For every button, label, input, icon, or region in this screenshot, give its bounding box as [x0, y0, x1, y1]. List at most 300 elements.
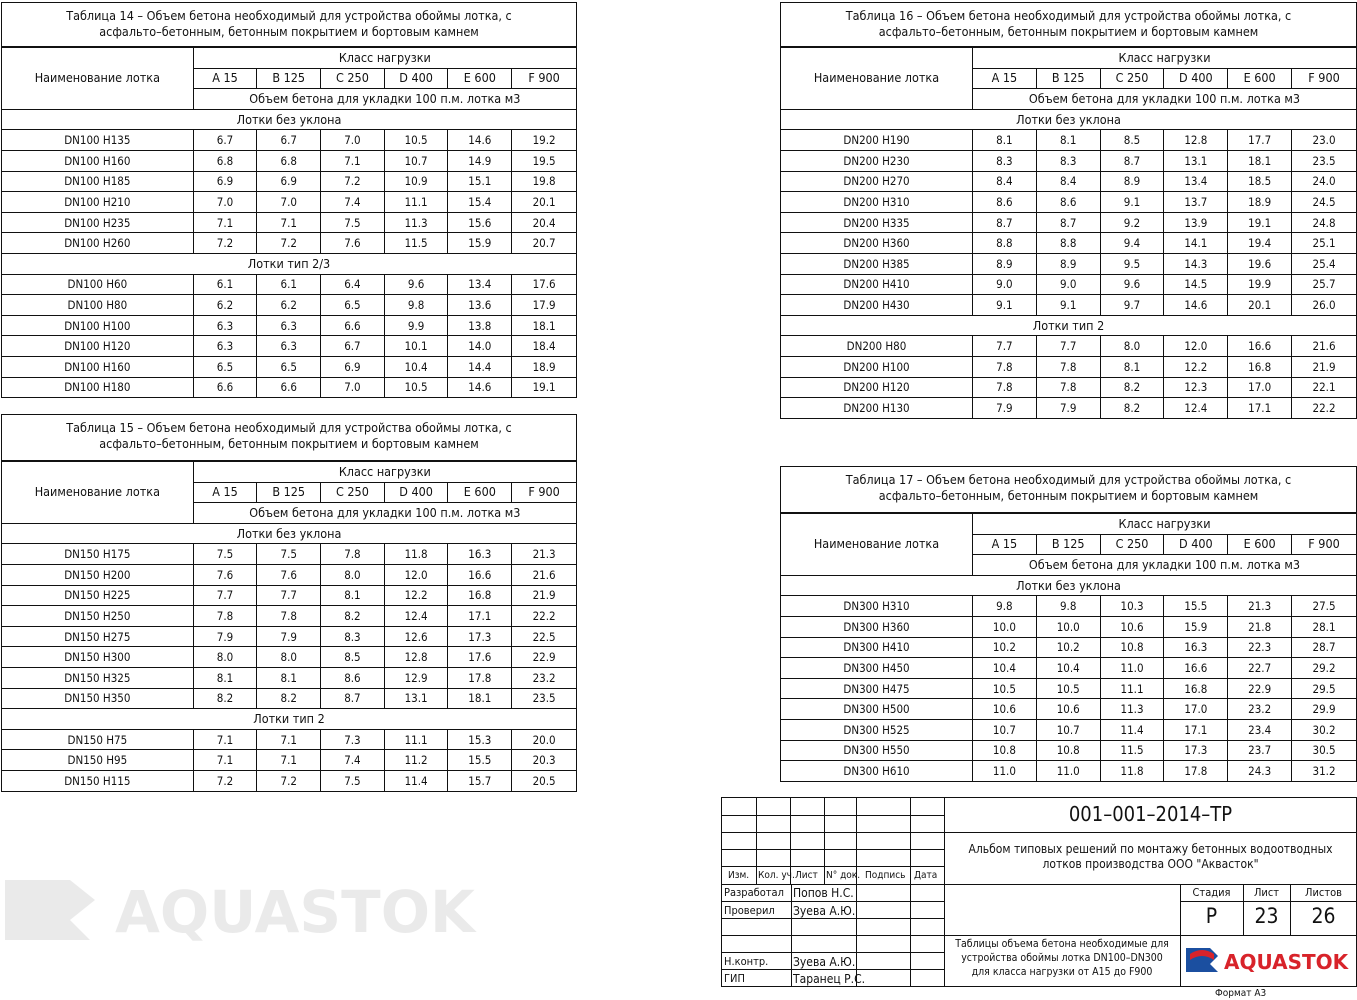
volume-cell: 12.4	[384, 606, 448, 627]
volume-cell: 6.3	[193, 315, 257, 336]
volume-cell: 24.8	[1292, 212, 1356, 233]
table-row	[781, 637, 1356, 658]
class-cell: C 250	[321, 482, 385, 503]
volume-cell: 18.5	[1228, 171, 1292, 192]
volume-cell: 14.6	[448, 377, 512, 397]
tray-name-cell: DN100 H80	[2, 295, 193, 316]
tray-name-cell: DN200 H100	[781, 356, 972, 377]
volume-cell: 10.6	[972, 699, 1036, 720]
tray-name-cell: DN150 H300	[2, 647, 193, 668]
name-checker: Зуева А.Ю.	[793, 904, 856, 918]
volume-cell: 10.0	[1036, 616, 1100, 637]
volume-cell: 23.2	[512, 667, 576, 688]
volume-cell: 7.8	[972, 356, 1036, 377]
volume-cell: 7.0	[257, 192, 321, 213]
volume-cell: 7.1	[257, 212, 321, 233]
volume-cell: 16.8	[1164, 678, 1228, 699]
volume-cell: 8.3	[972, 150, 1036, 171]
volume-cell: 7.1	[257, 750, 321, 771]
volume-cell: 6.3	[257, 336, 321, 357]
tray-name-cell: DN150 H200	[2, 564, 193, 585]
volume-cell: 12.2	[384, 585, 448, 606]
table-row	[2, 750, 576, 771]
volume-cell: 6.3	[193, 336, 257, 357]
class-cell: E 600	[448, 482, 512, 503]
volume-cell: 7.9	[257, 626, 321, 647]
volume-cell: 10.5	[1036, 678, 1100, 699]
class-cell: A 15	[972, 68, 1036, 89]
volume-cell: 6.4	[321, 274, 385, 295]
tray-name-cell: DN200 H130	[781, 398, 972, 418]
album-title-line2: лотков производства ООО "Аквасток"	[1042, 857, 1259, 871]
tray-name-cell: DN150 H350	[2, 688, 193, 709]
volume-cell: 16.8	[1228, 356, 1292, 377]
sheet-value: 23	[1254, 904, 1279, 928]
tray-name-cell: DN100 H160	[2, 356, 193, 377]
volume-cell: 6.3	[257, 315, 321, 336]
table-row	[781, 171, 1356, 192]
volume-cell: 14.5	[1164, 274, 1228, 295]
table-body	[2, 461, 576, 791]
sheet-label: Лист	[1253, 886, 1280, 899]
volume-cell: 8.6	[972, 192, 1036, 213]
tray-name-cell: DN150 H175	[2, 544, 193, 565]
table-row	[2, 626, 576, 647]
name-header: Наименование лотка	[2, 462, 193, 524]
volume-cell: 16.6	[1228, 336, 1292, 357]
volume-cell: 10.7	[972, 719, 1036, 740]
tray-name-cell: DN100 H260	[2, 233, 193, 254]
tray-name-cell: DN300 H550	[781, 740, 972, 761]
volume-cell: 7.7	[1036, 336, 1100, 357]
tray-name-cell: DN200 H120	[781, 377, 972, 398]
table-row	[781, 719, 1356, 740]
volume-cell: 8.3	[321, 626, 385, 647]
tray-name-cell: DN300 H525	[781, 719, 972, 740]
sheet-description-line3: для класса нагрузки от А15 до F900	[971, 966, 1153, 978]
volume-cell: 22.2	[1292, 398, 1356, 418]
class-cell: D 400	[1164, 534, 1228, 555]
table-row	[2, 130, 576, 151]
section-label: Лотки тип 2	[781, 315, 1356, 336]
table-row	[781, 233, 1356, 254]
volume-cell: 6.6	[193, 377, 257, 397]
sheet-description-line1: Таблицы объема бетона необходимые для	[955, 938, 1169, 950]
col-ndok: N° док.	[826, 870, 861, 881]
volume-cell: 10.8	[972, 740, 1036, 761]
volume-cell: 8.7	[972, 212, 1036, 233]
table-row	[2, 150, 576, 171]
section-label: Лотки без уклона	[2, 109, 576, 130]
volume-cell: 7.5	[193, 544, 257, 565]
volume-cell: 9.1	[1036, 295, 1100, 316]
volume-cell: 10.1	[384, 336, 448, 357]
volume-cell: 16.6	[1164, 658, 1228, 679]
tray-name-cell: DN150 H225	[2, 585, 193, 606]
table-row	[781, 356, 1356, 377]
role-checker: Проверил	[724, 904, 775, 917]
volume-cell: 7.7	[193, 585, 257, 606]
volume-cell: 29.9	[1292, 699, 1356, 720]
volume-cell: 9.5	[1100, 253, 1164, 274]
volume-cell: 14.0	[448, 336, 512, 357]
volume-cell: 8.4	[1036, 171, 1100, 192]
volume-cell: 21.9	[512, 585, 576, 606]
sheet-description-line2: устройства обоймы лотка DN100–DN300	[961, 952, 1163, 964]
volume-cell: 6.5	[321, 295, 385, 316]
volume-cell: 7.8	[1036, 356, 1100, 377]
tray-name-cell: DN300 H360	[781, 616, 972, 637]
volume-cell: 13.6	[448, 295, 512, 316]
volume-cell: 8.5	[1100, 130, 1164, 151]
volume-cell: 16.3	[448, 544, 512, 565]
volume-cell: 11.5	[384, 233, 448, 254]
volume-cell: 19.9	[1228, 274, 1292, 295]
table-row	[2, 377, 576, 397]
table-row	[2, 585, 576, 606]
volume-cell: 19.4	[1228, 233, 1292, 254]
role-developer: Разработал	[724, 886, 784, 899]
section-row	[2, 253, 576, 274]
volume-cell: 10.7	[1036, 719, 1100, 740]
table-row	[781, 130, 1356, 151]
class-cell: B 125	[257, 482, 321, 503]
volume-cell: 7.8	[321, 544, 385, 565]
volume-cell: 11.1	[384, 729, 448, 750]
volume-cell: 8.1	[1100, 356, 1164, 377]
album-title-line1: Альбом типовых решений по монтажу бетонных водоотводных	[968, 842, 1333, 856]
volume-cell: 6.7	[193, 130, 257, 151]
section-row	[781, 575, 1356, 596]
volume-cell: 8.0	[193, 647, 257, 668]
volume-cell: 15.5	[448, 750, 512, 771]
volume-cell: 10.4	[384, 356, 448, 377]
table-row	[2, 171, 576, 192]
volume-cell: 12.2	[1164, 356, 1228, 377]
volume-cell: 7.2	[193, 233, 257, 254]
volume-cell: 17.1	[1228, 398, 1292, 418]
volume-cell: 25.1	[1292, 233, 1356, 254]
volume-cell: 8.1	[1036, 130, 1100, 151]
volume-cell: 11.1	[1100, 678, 1164, 699]
tray-name-cell: DN200 H230	[781, 150, 972, 171]
volume-cell: 7.0	[321, 130, 385, 151]
volume-cell: 6.5	[193, 356, 257, 377]
volume-cell: 9.0	[972, 274, 1036, 295]
volume-cell: 17.8	[1164, 761, 1228, 781]
volume-cell: 6.9	[193, 171, 257, 192]
tray-name-cell: DN200 H80	[781, 336, 972, 357]
volume-cell: 7.5	[257, 544, 321, 565]
col-data: Дата	[914, 870, 938, 881]
name-header: Наименование лотка	[781, 48, 972, 110]
volume-cell: 6.7	[321, 336, 385, 357]
table-row	[2, 688, 576, 709]
stage-value: Р	[1205, 904, 1218, 928]
volume-cell: 22.9	[512, 647, 576, 668]
volume-cell: 7.8	[1036, 377, 1100, 398]
volume-cell: 8.9	[1100, 171, 1164, 192]
volume-cell: 13.7	[1164, 192, 1228, 213]
volume-cell: 11.8	[1100, 761, 1164, 781]
volume-cell: 6.1	[257, 274, 321, 295]
section-label: Лотки без уклона	[2, 523, 576, 544]
tray-name-cell: DN300 H410	[781, 637, 972, 658]
tray-name-cell: DN150 H115	[2, 770, 193, 790]
table-row	[2, 274, 576, 295]
volume-cell: 22.5	[512, 626, 576, 647]
section-row	[781, 315, 1356, 336]
volume-cell: 21.9	[1292, 356, 1356, 377]
header-row	[781, 514, 1356, 535]
tray-name-cell: DN150 H275	[2, 626, 193, 647]
volume-cell: 23.0	[1292, 130, 1356, 151]
class-cell: C 250	[1100, 68, 1164, 89]
volume-cell: 16.3	[1164, 637, 1228, 658]
class-cell: E 600	[1228, 68, 1292, 89]
class-cell: F 900	[1292, 68, 1356, 89]
class-cell: F 900	[1292, 534, 1356, 555]
section-label: Лотки без уклона	[781, 575, 1356, 596]
volume-cell: 11.2	[384, 750, 448, 771]
volume-cell: 10.0	[972, 616, 1036, 637]
volume-cell: 8.7	[1036, 212, 1100, 233]
sheets-value: 26	[1311, 904, 1336, 928]
volume-cell: 17.1	[448, 606, 512, 627]
volume-cell: 7.2	[257, 770, 321, 790]
volume-cell: 19.2	[512, 130, 576, 151]
volume-cell: 14.6	[1164, 295, 1228, 316]
table-row	[2, 212, 576, 233]
table-row	[2, 729, 576, 750]
volume-header: Объем бетона для укладки 100 п.м. лотка м3	[972, 89, 1356, 110]
role-gip: ГИП	[724, 972, 745, 985]
volume-cell: 18.1	[448, 688, 512, 709]
tray-name-cell: DN200 H270	[781, 171, 972, 192]
volume-cell: 17.0	[1228, 377, 1292, 398]
volume-cell: 6.8	[257, 150, 321, 171]
section-row	[2, 523, 576, 544]
class-cell: E 600	[1228, 534, 1292, 555]
volume-cell: 9.1	[972, 295, 1036, 316]
tray-name-cell: DN150 H250	[2, 606, 193, 627]
volume-cell: 9.8	[1036, 596, 1100, 617]
volume-cell: 14.3	[1164, 253, 1228, 274]
volume-cell: 21.3	[512, 544, 576, 565]
table-row	[781, 699, 1356, 720]
sheets-label: Листов	[1305, 886, 1342, 899]
volume-cell: 19.1	[512, 377, 576, 397]
section-row	[781, 109, 1356, 130]
volume-cell: 17.3	[1164, 740, 1228, 761]
volume-cell: 8.6	[321, 667, 385, 688]
tray-name-cell: DN100 H120	[2, 336, 193, 357]
svg-text:AQUASTOK: AQUASTOK	[1224, 950, 1349, 974]
volume-cell: 8.7	[1100, 150, 1164, 171]
header-row	[2, 462, 576, 483]
class-cell: D 400	[1164, 68, 1228, 89]
table-row	[2, 356, 576, 377]
volume-cell: 15.5	[1164, 596, 1228, 617]
volume-cell: 7.0	[321, 377, 385, 397]
table-row	[2, 667, 576, 688]
volume-cell: 20.4	[512, 212, 576, 233]
volume-cell: 24.0	[1292, 171, 1356, 192]
class-cell: C 250	[1100, 534, 1164, 555]
volume-cell: 31.2	[1292, 761, 1356, 781]
table-title: Таблица 17 – Объем бетона необходимый для устройства обоймы лотка, с асфальто–бетонным, бетонным покрытием и бортовым камнем	[781, 467, 1356, 513]
role-normcontrol: Н.контр.	[724, 955, 769, 968]
volume-cell: 8.9	[1036, 253, 1100, 274]
table-16	[780, 2, 1357, 419]
tray-name-cell: DN200 H410	[781, 274, 972, 295]
volume-cell: 24.3	[1228, 761, 1292, 781]
table-row	[2, 233, 576, 254]
volume-cell: 20.0	[512, 729, 576, 750]
table-row	[781, 658, 1356, 679]
volume-cell: 9.1	[1100, 192, 1164, 213]
col-kolvo: Кол. уч.	[758, 870, 795, 881]
volume-cell: 19.1	[1228, 212, 1292, 233]
volume-cell: 7.7	[972, 336, 1036, 357]
volume-cell: 8.5	[321, 647, 385, 668]
class-cell: A 15	[972, 534, 1036, 555]
volume-cell: 15.9	[448, 233, 512, 254]
volume-cell: 20.5	[512, 770, 576, 790]
table-row	[781, 253, 1356, 274]
volume-cell: 12.8	[1164, 130, 1228, 151]
tray-name-cell: DN100 H160	[2, 150, 193, 171]
table-title: Таблица 16 – Объем бетона необходимый для устройства обоймы лотка, с асфальто–бетонным, бетонным покрытием и бортовым камнем	[781, 3, 1356, 47]
volume-cell: 15.3	[448, 729, 512, 750]
class-cell: C 250	[321, 68, 385, 89]
class-header: Класс нагрузки	[193, 462, 576, 483]
table-row	[2, 564, 576, 585]
volume-cell: 29.5	[1292, 678, 1356, 699]
volume-cell: 13.1	[1164, 150, 1228, 171]
volume-cell: 22.1	[1292, 377, 1356, 398]
volume-cell: 7.8	[972, 377, 1036, 398]
table-row	[2, 336, 576, 357]
volume-cell: 12.0	[1164, 336, 1228, 357]
volume-cell: 9.4	[1100, 233, 1164, 254]
table-17	[780, 466, 1357, 782]
volume-cell: 30.5	[1292, 740, 1356, 761]
volume-cell: 10.5	[972, 678, 1036, 699]
volume-cell: 13.4	[1164, 171, 1228, 192]
volume-cell: 7.4	[321, 192, 385, 213]
volume-cell: 22.2	[512, 606, 576, 627]
tray-name-cell: DN300 H610	[781, 761, 972, 781]
volume-cell: 10.4	[972, 658, 1036, 679]
volume-cell: 13.4	[448, 274, 512, 295]
tray-name-cell: DN200 H335	[781, 212, 972, 233]
volume-cell: 15.9	[1164, 616, 1228, 637]
tray-name-cell: DN150 H95	[2, 750, 193, 771]
volume-cell: 7.6	[193, 564, 257, 585]
volume-cell: 7.1	[193, 750, 257, 771]
volume-cell: 8.7	[321, 688, 385, 709]
volume-cell: 7.6	[321, 233, 385, 254]
table-body	[781, 513, 1356, 781]
volume-cell: 14.4	[448, 356, 512, 377]
volume-cell: 12.3	[1164, 377, 1228, 398]
table-body	[781, 47, 1356, 418]
volume-cell: 30.2	[1292, 719, 1356, 740]
volume-cell: 8.3	[1036, 150, 1100, 171]
volume-cell: 10.5	[384, 377, 448, 397]
table-row	[2, 192, 576, 213]
tray-name-cell: DN200 H190	[781, 130, 972, 151]
section-row	[2, 709, 576, 730]
volume-cell: 7.0	[193, 192, 257, 213]
volume-cell: 8.2	[1100, 398, 1164, 418]
volume-cell: 11.3	[384, 212, 448, 233]
volume-cell: 8.6	[1036, 192, 1100, 213]
volume-cell: 26.0	[1292, 295, 1356, 316]
volume-cell: 11.5	[1100, 740, 1164, 761]
volume-cell: 21.6	[1292, 336, 1356, 357]
volume-cell: 16.8	[448, 585, 512, 606]
volume-cell: 7.9	[193, 626, 257, 647]
tray-name-cell: DN100 H185	[2, 171, 193, 192]
volume-cell: 18.1	[1228, 150, 1292, 171]
volume-cell: 7.5	[321, 770, 385, 790]
volume-cell: 7.5	[321, 212, 385, 233]
volume-cell: 10.6	[1036, 699, 1100, 720]
volume-cell: 7.1	[193, 729, 257, 750]
tray-name-cell: DN300 H500	[781, 699, 972, 720]
table-row	[781, 398, 1356, 418]
col-podpis: Подпись	[865, 870, 906, 881]
tray-name-cell: DN200 H310	[781, 192, 972, 213]
volume-cell: 6.9	[321, 356, 385, 377]
volume-cell: 6.7	[257, 130, 321, 151]
volume-cell: 18.1	[512, 315, 576, 336]
tray-name-cell: DN150 H325	[2, 667, 193, 688]
volume-cell: 29.2	[1292, 658, 1356, 679]
volume-cell: 10.4	[1036, 658, 1100, 679]
tray-name-cell: DN300 H450	[781, 658, 972, 679]
volume-cell: 6.6	[321, 315, 385, 336]
volume-cell: 6.9	[257, 171, 321, 192]
tray-name-cell: DN100 H180	[2, 377, 193, 397]
volume-cell: 12.0	[384, 564, 448, 585]
table-row	[781, 740, 1356, 761]
volume-cell: 10.8	[1100, 637, 1164, 658]
tray-name-cell: DN100 H210	[2, 192, 193, 213]
class-cell: B 125	[257, 68, 321, 89]
table-row	[781, 377, 1356, 398]
watermark-logo	[0, 870, 475, 950]
aquastok-logo	[1184, 942, 1356, 978]
class-header: Класс нагрузки	[972, 514, 1356, 535]
class-cell: D 400	[384, 68, 448, 89]
table-15	[1, 414, 577, 792]
table-row	[2, 315, 576, 336]
tray-name-cell: DN100 H235	[2, 212, 193, 233]
volume-cell: 25.7	[1292, 274, 1356, 295]
document-code: 001–001–2014–ТР	[1068, 802, 1233, 826]
tray-name-cell: DN100 H60	[2, 274, 193, 295]
col-list: Лист	[795, 870, 818, 881]
section-label: Лотки тип 2	[2, 709, 576, 730]
table-row	[781, 616, 1356, 637]
volume-cell: 17.1	[1164, 719, 1228, 740]
volume-cell: 12.6	[384, 626, 448, 647]
volume-cell: 11.0	[972, 761, 1036, 781]
volume-cell: 12.9	[384, 667, 448, 688]
